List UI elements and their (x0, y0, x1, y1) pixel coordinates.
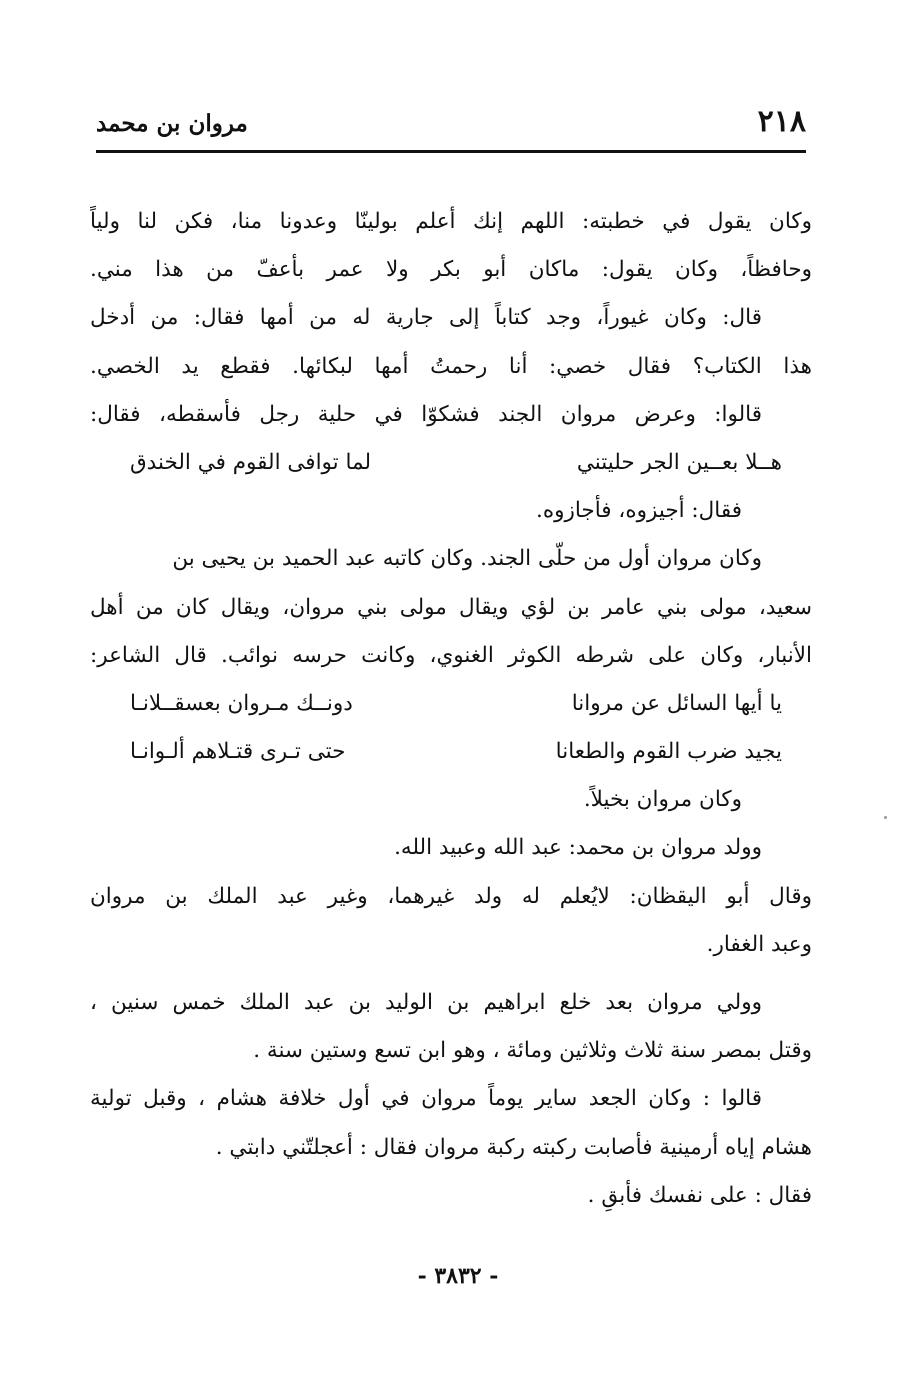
body-text (90, 198, 812, 1220)
text-line: وولد مروان بن محمد: عبد الله وعبيد الله. (394, 835, 762, 861)
text-line: وقتل بمصر سنة ثلاث وثلاثين ومائة ، وهو ابن تسع وستين سنة . (253, 1038, 812, 1064)
page-number: ٢١٨ (757, 104, 806, 139)
text-line: سعيد، مولى بني عامر بن لؤي ويقال مولى بني مروان، ويقال كان من أهل (90, 594, 812, 620)
text-line: وقال أبو اليقظان: لايُعلم له ولد غيرهما، وغير عبد الملك بن مروان (90, 883, 812, 909)
verse-hemistich-first: هــلا بعــين الجر حليتني (576, 449, 782, 475)
text-line: فقال: أجيزوه، فأجازوه. (536, 498, 742, 524)
text-line: وعبد الغفار. (706, 931, 812, 957)
text-line: هشام إياه أرمينية فأصابت ركبته ركبة مروان فقال : أعجلتّني دابتي . (215, 1134, 812, 1160)
verse-hemistich-second: حتى تـرى قتـلاهم ألـوانـا (130, 739, 346, 765)
text-line: وحافظاً، وكان يقول: ماكان أبو بكر ولا عمر بأعفّ من هذا مني. (90, 257, 812, 283)
header-rule (96, 150, 806, 153)
verse-hemistich-first: يا أيها السائل عن مروانا (571, 690, 782, 716)
page-folio: - ٣٨٣٢ - (417, 1263, 499, 1289)
text-line: قال: وكان غيوراً، وجد كتاباً إلى جارية له من أمها فقال: من أدخل (90, 305, 762, 331)
page-header (96, 100, 806, 152)
text-line: قالوا : وكان الجعد ساير يوماً مروان في أول خلافة هشام ، وقبل تولية (90, 1086, 762, 1112)
paragraph-gap (90, 969, 812, 979)
text-line: قالوا: وعرض مروان الجند فشكوّا في حلية رجل فأسقطه، فقال: (90, 401, 762, 427)
verse-hemistich-first: يجيد ضرب القوم والطعانا (555, 739, 782, 765)
verse-line (90, 728, 812, 776)
text-line: وولي مروان بعد خلع ابراهيم بن الوليد بن عبد الملك خمس سنين ، (90, 990, 762, 1015)
text-line: وكان مروان أول من حلّى الجند. وكان كاتبه عبد الحميد بن يحيى بن (172, 546, 762, 572)
running-title: مروان بن محمد (96, 110, 248, 137)
verse-line (90, 680, 812, 728)
verse-hemistich-second: دونــك مـروان بعسقــلانـا (130, 690, 353, 716)
text-line: وكان مروان بخيلاً. (583, 787, 742, 813)
text-line: وكان يقول في خطبته: اللهم إنك أعلم بولينّا وعدونا منا، فكن لنا ولياً (90, 209, 812, 234)
verse-line (90, 439, 812, 487)
verse-hemistich-second: لما توافى القوم في الخندق (130, 449, 372, 475)
scan-speck (884, 816, 887, 819)
text-line: هذا الكتاب؟ فقال خصي: أنا رحمتُ أمها لبكائها. فقطع يد الخصي. (90, 353, 812, 379)
text-line: فقال : على نفسك فأبقِ . (587, 1182, 812, 1208)
text-line: الأنبار، وكان على شرطه الكوثر الغنوي، وكانت حرسه نوائب. قال الشاعر: (90, 642, 812, 668)
